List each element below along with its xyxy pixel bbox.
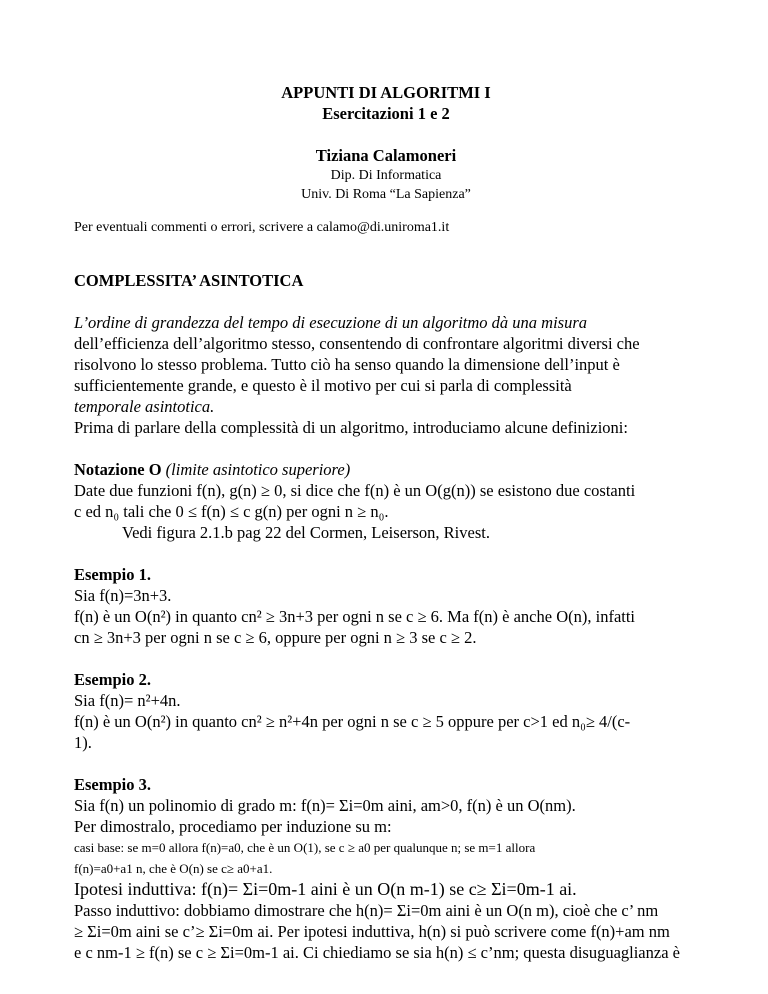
department: Dip. Di Informatica — [330, 168, 442, 183]
example-line: casi base: se m=0 allora f(n)=a0, che è un O(1), se c ≥ a0 per qualunque n; se m=1 allora — [74, 840, 536, 855]
example-title: Esempio 1. — [74, 565, 152, 584]
example-line: f(n) è un O(n²) in quanto cn² ≥ n²+4n per ogni n se c ≥ 5 oppure per c>1 ed n₀≥ 4/(c- — [74, 712, 631, 731]
intro-line: dell’efficienza dell’algoritmo stesso, consentendo di confrontare algoritmi diversi che — [74, 334, 640, 353]
example-line: Sia f(n)=3n+3. — [74, 586, 172, 605]
author-name: Tiziana Calamoneri — [315, 146, 457, 165]
example-title: Esempio 3. — [74, 775, 152, 794]
notation-line: c ed n₀ tali che 0 ≤ f(n) ≤ c g(n) per ogni n ≥ n₀. — [74, 502, 389, 521]
notation-subtitle: (limite asintotico superiore) — [165, 460, 351, 479]
section-heading: COMPLESSITA’ ASINTOTICA — [74, 271, 304, 290]
doc-title: APPUNTI DI ALGORITMI I — [281, 83, 491, 102]
notation-title: Notazione O — [74, 460, 162, 479]
intro-line: L’ordine di grandezza del tempo di esecuzione di un algoritmo dà una misura — [74, 313, 587, 332]
example-line: f(n) è un O(n²) in quanto cn² ≥ 3n+3 per ogni n se c ≥ 6. Ma f(n) è anche O(n), infatti — [74, 607, 636, 626]
intro-line: sufficientemente grande, e questo è il motivo per cui si parla di complessità — [74, 376, 572, 395]
notation-line: Date due funzioni f(n), g(n) ≥ 0, si dice che f(n) è un O(g(n)) se esistono due costanti — [74, 481, 636, 500]
definitions-intro: Prima di parlare della complessità di un algoritmo, introduciamo alcune definizioni: — [74, 418, 628, 437]
notation-reference: Vedi figura 2.1.b pag 22 del Cormen, Leiserson, Rivest. — [122, 523, 490, 542]
doc-subtitle: Esercitazioni 1 e 2 — [322, 104, 450, 123]
example-line: 1). — [74, 733, 92, 752]
document-page — [74, 82, 698, 963]
example-line: f(n)=a0+a1 n, che è O(n) se c≥ a0+a1. — [74, 861, 273, 876]
example-line: Per dimostralo, procediamo per induzione su m: — [74, 817, 392, 836]
contact-line: Per eventuali commenti o errori, scrivere a calamo@di.uniroma1.it — [74, 220, 450, 235]
university: Univ. Di Roma “La Sapienza” — [301, 187, 471, 202]
example-line: Sia f(n) un polinomio di grado m: f(n)= Σi=0m aini, am>0, f(n) è un O(nm). — [74, 796, 576, 815]
notation-heading — [74, 459, 698, 480]
example-line: ≥ Σi=0m aini se c’≥ Σi=0m ai. Per ipotesi induttiva, h(n) si può scrivere come f(n)+am nm — [74, 922, 670, 941]
intro-line: risolvono lo stesso problema. Tutto ciò ha senso quando la dimensione dell’input è — [74, 355, 620, 374]
example-title: Esempio 2. — [74, 670, 152, 689]
intro-paragraph — [74, 312, 698, 417]
intro-line: temporale asintotica. — [74, 397, 215, 416]
example-line: Ipotesi induttiva: f(n)= Σi=0m-1 aini è un O(n m-1) se c≥ Σi=0m-1 ai. — [74, 879, 577, 899]
example-line: Passo induttivo: dobbiamo dimostrare che h(n)= Σi=0m aini è un O(n m), cioè che c’ nm — [74, 901, 659, 920]
example-line: Sia f(n)= n²+4n. — [74, 691, 181, 710]
example-line: cn ≥ 3n+3 per ogni n se c ≥ 6, oppure per ogni n ≥ 3 se c ≥ 2. — [74, 628, 477, 647]
example-line: e c nm-1 ≥ f(n) se c ≥ Σi=0m-1 ai. Ci chiediamo se sia h(n) ≤ c’nm; questa disuguaglianza è — [74, 943, 680, 962]
